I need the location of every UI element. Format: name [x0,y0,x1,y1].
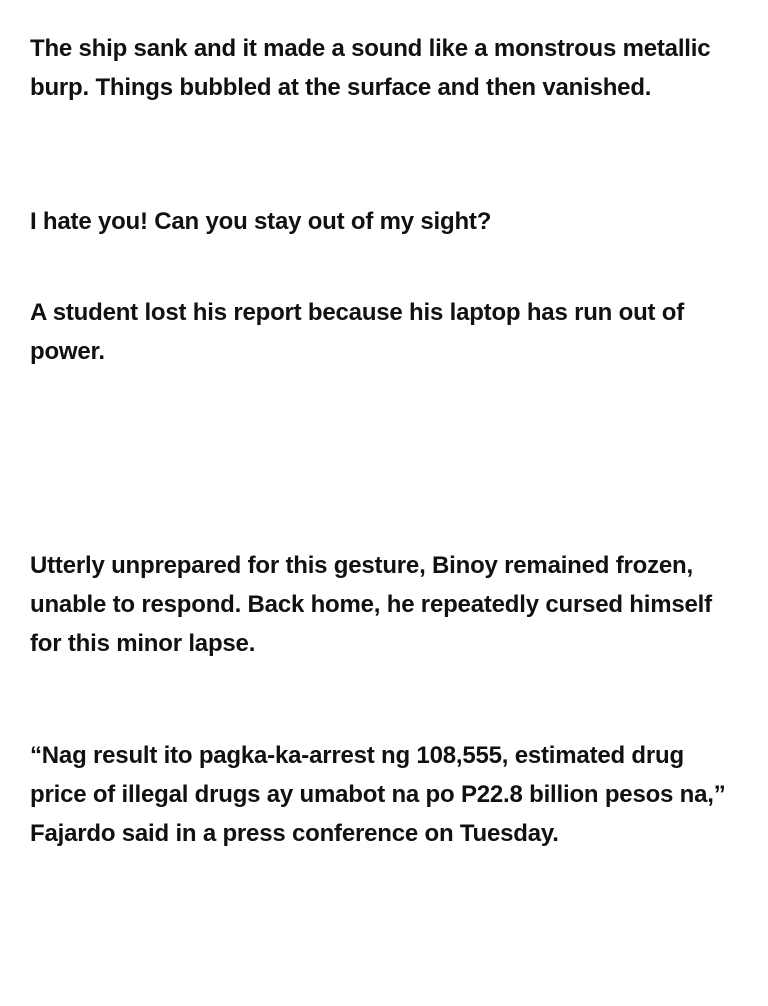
paragraph-hate-you: I hate you! Can you stay out of my sight? [30,208,492,235]
paragraph-binoy: Utterly unprepared for this gesture, Binoy remained frozen, unable to respond. Back home, he repeatedly cursed himself for this minor lapse. [30,552,712,657]
paragraph-ship-sank: The ship sank and it made a sound like a monstrous metallic burp. Things bubbled at the surface and then vanished. [30,35,711,101]
paragraph-student-report: A student lost his report because his laptop has run out of power. [30,299,685,365]
paragraph-fajardo-quote: “Nag result ito pagka-ka-arrest ng 108,555, estimated drug price of illegal drugs ay umabot na po P22.8 billion pesos na,” Fajardo said in a press conference on Tuesday. [30,742,726,847]
